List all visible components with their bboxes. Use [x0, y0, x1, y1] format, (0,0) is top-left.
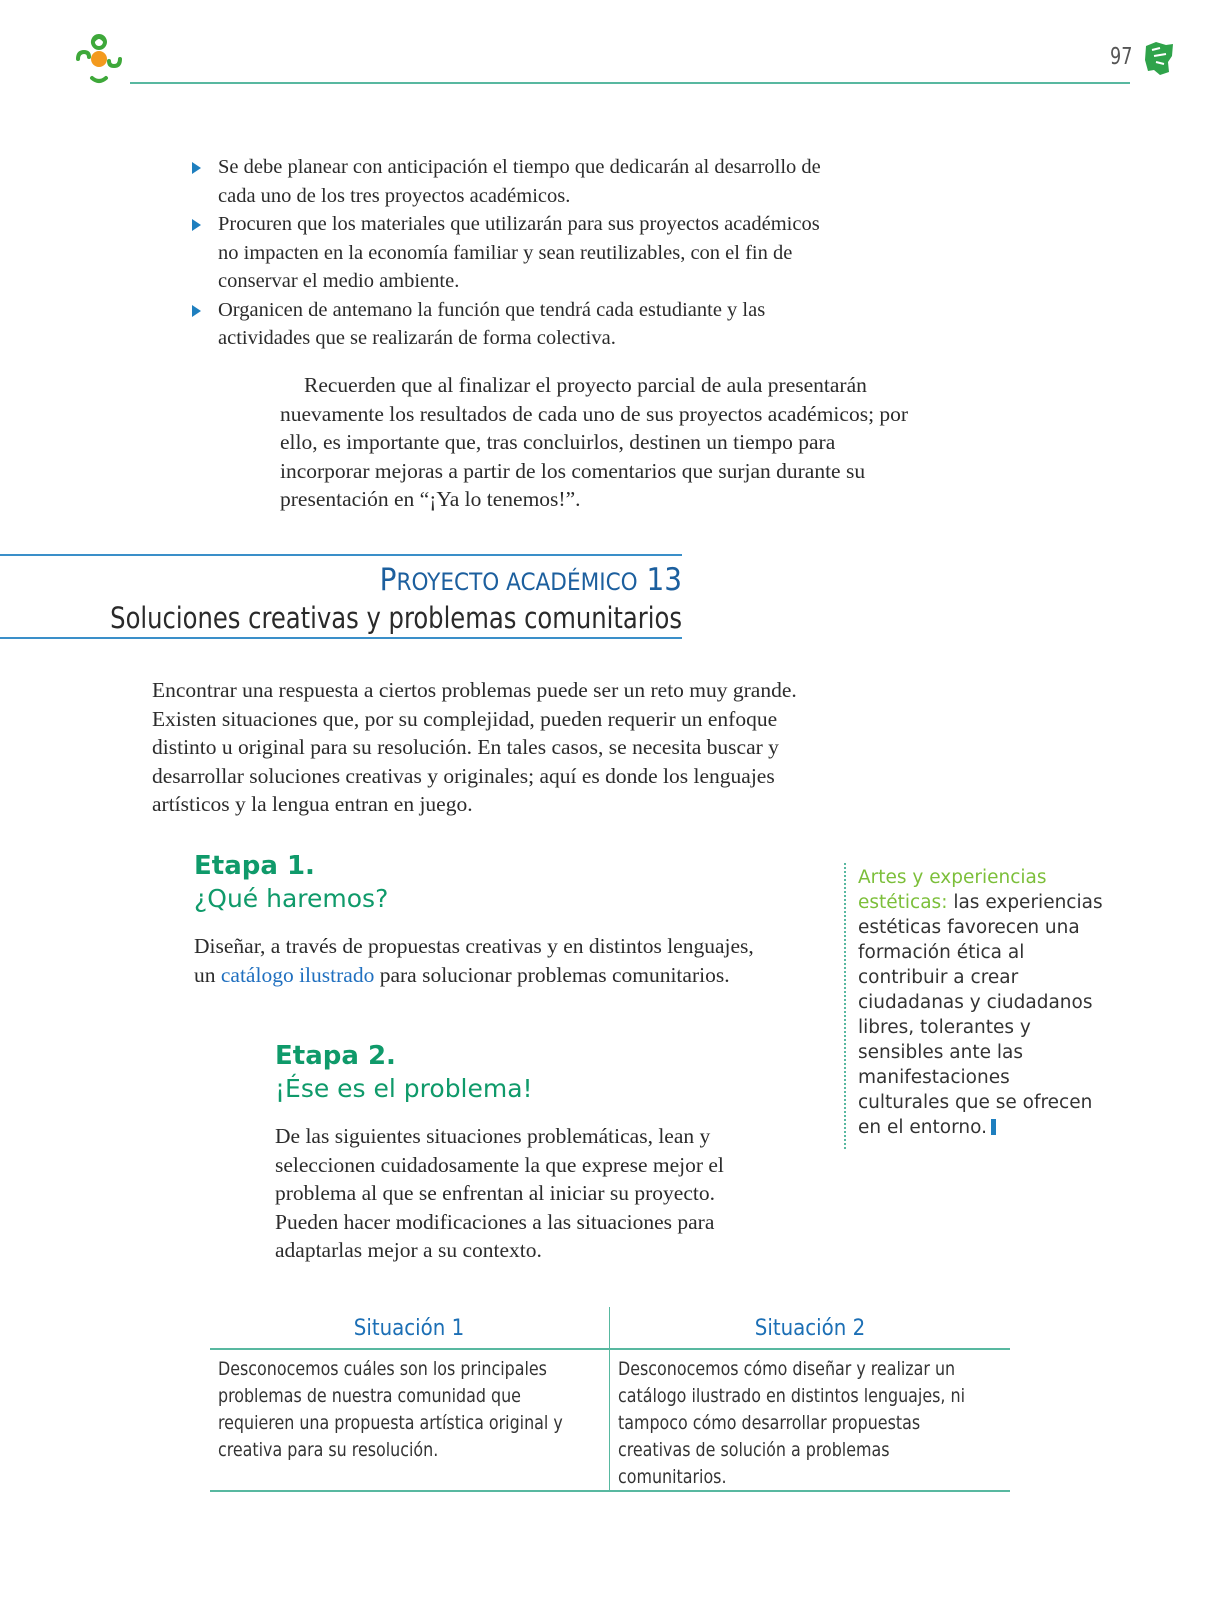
table-header-situation-1: Situación 1	[353, 1316, 465, 1341]
glossary-definition: las experiencias estéticas favorecen una formación ética al contribuir a crear ciudadanas y ciudadanos libres, tolerantes y sensibles ante las manifestaciones culturales que se ofrecen en el entorno.	[858, 892, 1103, 1138]
stage2-paragraph: De las siguientes situaciones problemáticas, lean y seleccionen cuidadosamente la que exprese mejor el problema al que se enfrentan al iniciar su proyecto. Pueden hacer modificaciones a las situaciones para adaptarlas mejor a su contexto.	[275, 1124, 724, 1262]
bullet-triangle-icon	[192, 305, 201, 317]
mosaic-icon	[1142, 40, 1176, 76]
stage1-subtitle: ¿Qué haremos?	[194, 884, 389, 913]
list-item: Procuren que los materiales que utilizarán para sus proyectos académicos no impacten en la economía familiar y sean reutilizables, con el fin de conservar el medio ambiente.	[192, 210, 832, 296]
bullet-triangle-icon	[192, 219, 201, 231]
bullet-list	[192, 153, 832, 353]
catalog-term-link: catálogo ilustrado	[220, 962, 375, 987]
bullet-triangle-icon	[192, 162, 201, 174]
list-item: Organicen de antemano la función que tendrá cada estudiante y las actividades que se realizarán de forma colectiva.	[192, 296, 832, 353]
header-rule	[130, 82, 1130, 84]
table-header-rule	[210, 1348, 1010, 1350]
stage1-paragraph: Diseñar, a través de propuestas creativas y en distintos lenguajes, un catálogo ilustrado para solucionar problemas comunitarios.	[194, 934, 754, 987]
list-item: Se debe planear con anticipación el tiempo que dedicarán al desarrollo de cada uno de los tres proyectos académicos.	[192, 153, 832, 210]
logo-icon	[72, 32, 126, 86]
intro-paragraph: Encontrar una respuesta a ciertos problemas puede ser un reto muy grande. Existen situaciones que, por su complejidad, pueden requerir un enfoque distinto u original para su resolución. En tales casos, se necesita buscar y desarrollar soluciones creativas y originales; aquí es donde los lenguajes artísticos y la lengua entran en juego.	[152, 678, 797, 816]
section-label: PROYECTO ACADÉMICO 13	[379, 562, 682, 598]
sidebar-dotted-rule	[844, 863, 846, 1149]
section-title: Soluciones creativas y problemas comunitarios	[110, 601, 682, 635]
stage1-heading: Etapa 1.	[194, 851, 315, 881]
table-column-divider	[609, 1307, 610, 1490]
table-cell-situation-2: Desconocemos cómo diseñar y realizar un catálogo ilustrado en distintos lenguajes, ni tampoco cómo desarrollar propuestas creativas de solución a problemas comunitarios.	[618, 1358, 966, 1488]
stage2-subtitle: ¡Ése es el problema!	[275, 1074, 533, 1103]
table-cell-situation-1: Desconocemos cuáles son los principales problemas de nuestra comunidad que requieren una propuesta artística original y creativa para su resolución.	[218, 1358, 563, 1461]
reminder-paragraph: Recuerden que al finalizar el proyecto parcial de aula presentarán nuevamente los resultados de cada uno de sus proyectos académicos; por ello, es importante que, tras concluirlos, destinen un tiempo para incorporar mejoras a partir de los comentarios que surjan durante su presentación en “¡Ya lo tenemos!”.	[280, 373, 909, 511]
stage2-heading: Etapa 2.	[275, 1041, 396, 1071]
banner-bottom-rule	[0, 637, 682, 639]
table-header-situation-2: Situación 2	[754, 1316, 866, 1341]
banner-top-rule	[0, 554, 682, 556]
end-mark-icon	[991, 1119, 996, 1135]
page-number: 97	[1110, 44, 1133, 70]
glossary-term: Artes y experiencias estéticas:	[858, 867, 1047, 913]
sidebar-glossary	[858, 865, 1104, 1140]
